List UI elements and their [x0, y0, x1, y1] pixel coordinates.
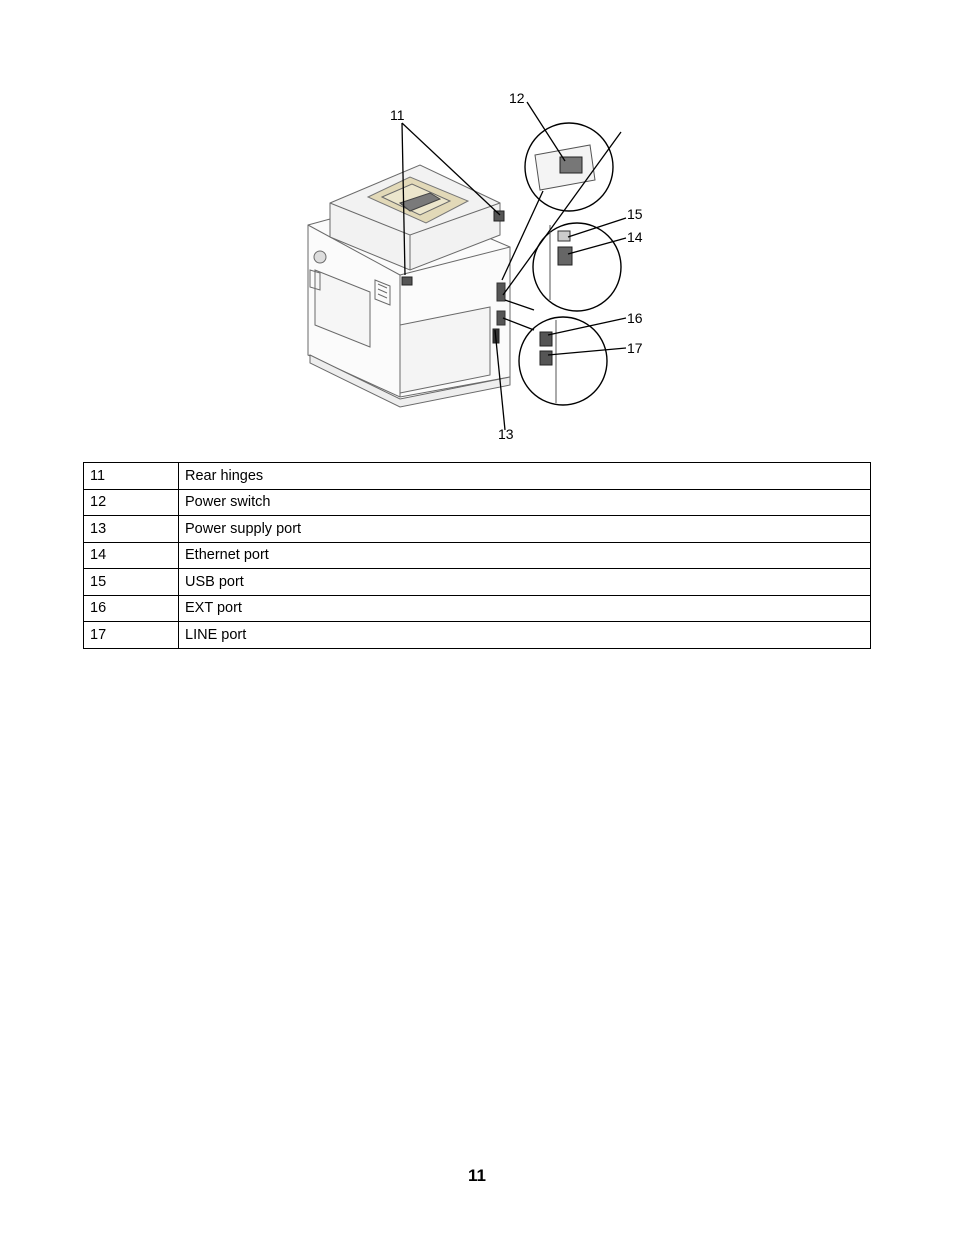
part-label: LINE port — [179, 622, 871, 649]
table-row — [84, 489, 871, 516]
part-label: EXT port — [179, 595, 871, 622]
parts-legend-table — [83, 462, 871, 649]
table-row — [84, 463, 871, 490]
part-number: 14 — [84, 542, 179, 569]
table-row — [84, 595, 871, 622]
part-label: Ethernet port — [179, 542, 871, 569]
part-label: Power supply port — [179, 516, 871, 543]
callout-13: 13 — [498, 426, 514, 442]
printer-rear-diagram — [290, 85, 660, 450]
printer-illustration — [290, 85, 660, 450]
callout-11: 11 — [390, 107, 405, 123]
part-label: Power switch — [179, 489, 871, 516]
table-row — [84, 516, 871, 543]
table-row — [84, 622, 871, 649]
part-label: Rear hinges — [179, 463, 871, 490]
part-number: 12 — [84, 489, 179, 516]
table-row — [84, 542, 871, 569]
callout-14: 14 — [627, 229, 643, 245]
phone-port-zoom-circle — [519, 317, 607, 405]
callout-17: 17 — [627, 340, 643, 356]
page-number: 11 — [468, 1166, 486, 1185]
part-number: 16 — [84, 595, 179, 622]
part-number: 11 — [84, 463, 179, 490]
part-label: USB port — [179, 569, 871, 596]
table-row — [84, 569, 871, 596]
callout-15: 15 — [627, 206, 643, 222]
callout-12: 12 — [509, 90, 525, 106]
callout-16: 16 — [627, 310, 643, 326]
part-number: 15 — [84, 569, 179, 596]
part-number: 13 — [84, 516, 179, 543]
part-number: 17 — [84, 622, 179, 649]
